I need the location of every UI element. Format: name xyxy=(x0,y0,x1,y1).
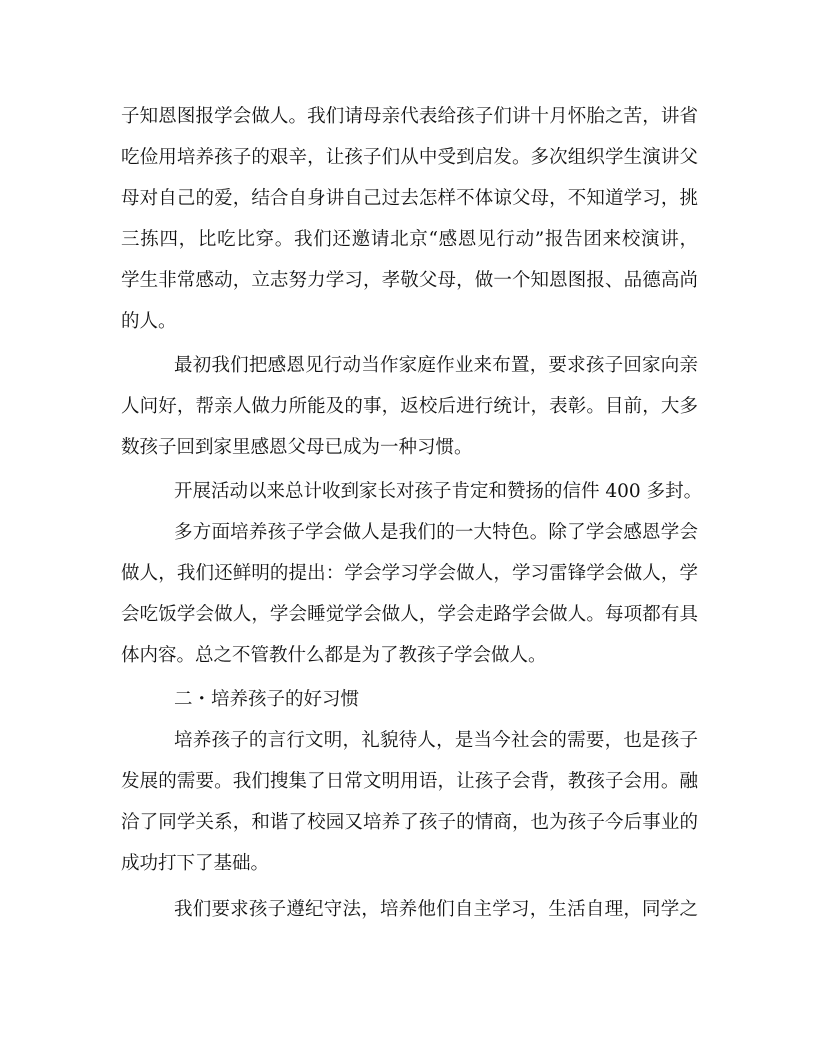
text-line: 做人，我们还鲜明的提出：学会学习学会做人，学习雷锋学会做人，学 xyxy=(121,563,698,584)
text-line: 成功打下了基础。 xyxy=(121,853,270,874)
paragraph-first-line: 多方面培养孩子学会做人是我们的一大特色。除了学会感恩学会 xyxy=(174,522,698,543)
text-line: 体内容。总之不管教什么都是为了教孩子学会做人。 xyxy=(121,645,547,666)
text-line: 的人。 xyxy=(121,311,177,332)
text-line: 洽了同学关系，和谐了校园又培养了孩子的情商，也为孩子今后事业的 xyxy=(121,812,698,833)
text-line: 会吃饭学会做人，学会睡觉学会做人，学会走路学会做人。每项都有具 xyxy=(121,604,698,625)
text-line: 发展的需要。我们搜集了日常文明用语，让孩子会背，教孩子会用。融 xyxy=(121,771,698,792)
text-line: 数孩子回到家里感恩父母已成为一种习惯。 xyxy=(121,437,473,458)
paragraph-first-line: 培养孩子的言行文明，礼貌待人，是当今社会的需要，也是孩子 xyxy=(174,730,698,751)
text-line: 学生非常感动，立志努力学习，孝敬父母，做一个知恩图报、品德高尚 xyxy=(121,270,698,291)
paragraph-first-line: 最初我们把感恩见行动当作家庭作业来布置，要求孩子回家向亲 xyxy=(174,355,698,376)
text-line: 子知恩图报学会做人。我们请母亲代表给孩子们讲十月怀胎之苦，讲省 xyxy=(121,106,698,127)
section-heading: 二・培养孩子的好习惯 xyxy=(174,689,360,710)
paragraph-first-line: 我们要求孩子遵纪守法，培养他们自主学习，生活自理，同学之 xyxy=(174,899,698,920)
text-line: 人问好，帮亲人做力所能及的事，返校后进行统计，表彰。目前，大多 xyxy=(121,396,698,417)
text-line: 三拣四，比吃比穿。我们还邀请北京“感恩见行动”报告团来校演讲， xyxy=(121,229,698,250)
text-line: 吃俭用培养孩子的艰辛，让孩子们从中受到启发。多次组织学生演讲父 xyxy=(121,147,698,168)
paragraph-first-line: 开展活动以来总计收到家长对孩子肯定和赞扬的信件 400 多封。 xyxy=(174,481,703,502)
text-line: 母对自己的爱，结合自身讲自己过去怎样不体谅父母，不知道学习，挑 xyxy=(121,188,698,209)
